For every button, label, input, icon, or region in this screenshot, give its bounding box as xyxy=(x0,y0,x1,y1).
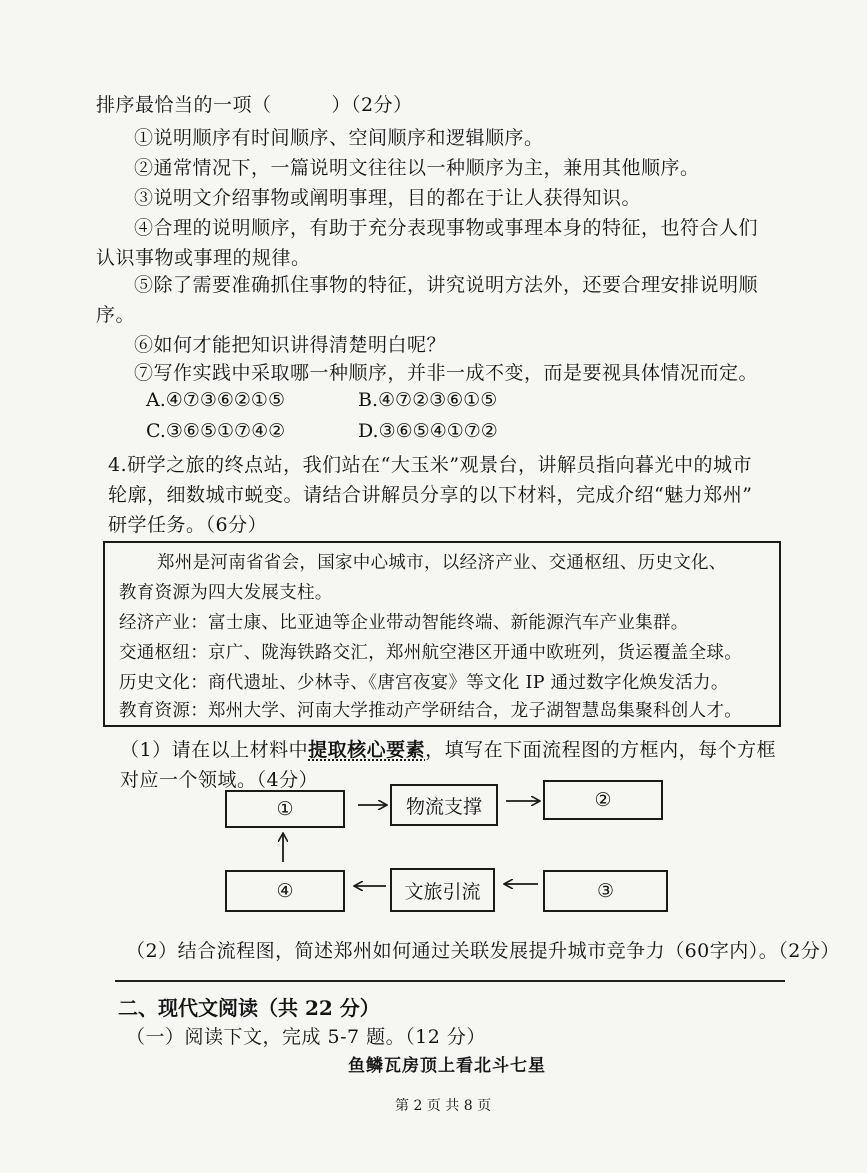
section-2-title: 二、现代文阅读（共 22 分） xyxy=(118,996,380,1020)
q3-sentence-2: ②通常情况下，一篇说明文往往以一种顺序为主，兼用其他顺序。 xyxy=(134,157,700,179)
q3-option-a[interactable]: A.④⑦③⑥②①⑤ xyxy=(146,389,285,411)
q3-sentence-3: ③说明文介绍事物或阐明事理，目的都在于让人获得知识。 xyxy=(134,187,642,209)
flow-box-3-label: ③ xyxy=(596,880,615,902)
q3-option-d[interactable]: D.③⑥⑤④①⑦② xyxy=(358,420,498,442)
q3-sentence-1: ①说明顺序有时间顺序、空间顺序和逻辑顺序。 xyxy=(134,127,544,149)
section-2-part-1: （一）阅读下文，完成 5-7 题。（12 分） xyxy=(126,1026,486,1048)
material-line-education: 教育资源：郑州大学、河南大学推动产学研结合，龙子湖智慧岛集聚科创人才。 xyxy=(119,701,742,721)
q3-sentence-5-cont: 序。 xyxy=(96,304,136,326)
flow-box-1-label: ① xyxy=(276,798,294,820)
q4-sub1-line-2: 对应一个领域。（4分） xyxy=(120,769,319,791)
q4-sub1-pre: （1）请在以上材料中 xyxy=(120,739,309,761)
page-number: 第 2 页 共 8 页 xyxy=(395,1098,492,1114)
section-divider xyxy=(115,980,785,982)
material-line-1: 郑州是河南省省会，国家中心城市，以经济产业、交通枢纽、历史文化、 xyxy=(157,553,727,573)
material-line-economy: 经济产业：富士康、比亚迪等企业带动智能终端、新能源汽车产业集群。 xyxy=(119,613,689,633)
q4-stem-line-1: 4.研学之旅的终点站，我们站在“大玉米”观景台，讲解员指向暮光中的城市 xyxy=(108,454,753,476)
flow-box-tourism-label: 文旅引流 xyxy=(404,880,481,903)
q3-sentence-5: ⑤除了需要准确抓住事物的特征，讲究说明方法外，还要合理安排说明顺 xyxy=(134,274,759,296)
q3-sentence-6: ⑥如何才能把知识讲得清楚明白呢？ xyxy=(134,334,447,356)
q3-sentence-4-cont: 认识事物或事理的规律。 xyxy=(96,247,311,269)
flow-box-4-label: ④ xyxy=(276,880,294,902)
q3-option-c[interactable]: C.③⑥⑤①⑦④② xyxy=(146,420,286,442)
material-line-transport: 交通枢纽：京广、陇海铁路交汇，郑州航空港区开通中欧班列，货运覆盖全球。 xyxy=(119,643,742,663)
flow-box-2-label: ② xyxy=(594,789,612,811)
q4-stem-line-3: 研学任务。（6分） xyxy=(108,514,268,536)
q3-stem-end: ）（2分） xyxy=(331,94,413,116)
article-title: 鱼鳞瓦房顶上看北斗七星 xyxy=(348,1056,546,1076)
q4-sub2: （2）结合流程图，简述郑州如何通过关联发展提升城市竞争力（60字内）。（2分） xyxy=(126,940,840,962)
q3-stem-start: 排序最恰当的一项（ xyxy=(96,94,272,116)
q4-sub1-post: ，填写在下面流程图的方框内，每个方框 xyxy=(425,739,777,761)
q3-option-b[interactable]: B.④⑦②③⑥①⑤ xyxy=(358,389,498,411)
material-line-history: 历史文化：商代遗址、少林寺、《唐宫夜宴》等文化 IP 通过数字化焕发活力。 xyxy=(119,673,729,693)
q4-sub1-emphasis: 提取核心要素 xyxy=(308,739,426,761)
flow-box-logistics-label: 物流支撑 xyxy=(405,795,482,818)
q3-sentence-4: ④合理的说明顺序，有助于充分表现事物或事理本身的特征，也符合人们 xyxy=(134,217,759,239)
material-line-2: 教育资源为四大发展支柱。 xyxy=(119,583,333,603)
q3-sentence-7: ⑦写作实践中采取哪一种顺序，并非一成不变，而是要视具体情况而定。 xyxy=(134,362,759,384)
q4-stem-line-2: 轮廓，细数城市蜕变。请结合讲解员分享的以下材料，完成介绍“魅力郑州” xyxy=(108,484,753,506)
